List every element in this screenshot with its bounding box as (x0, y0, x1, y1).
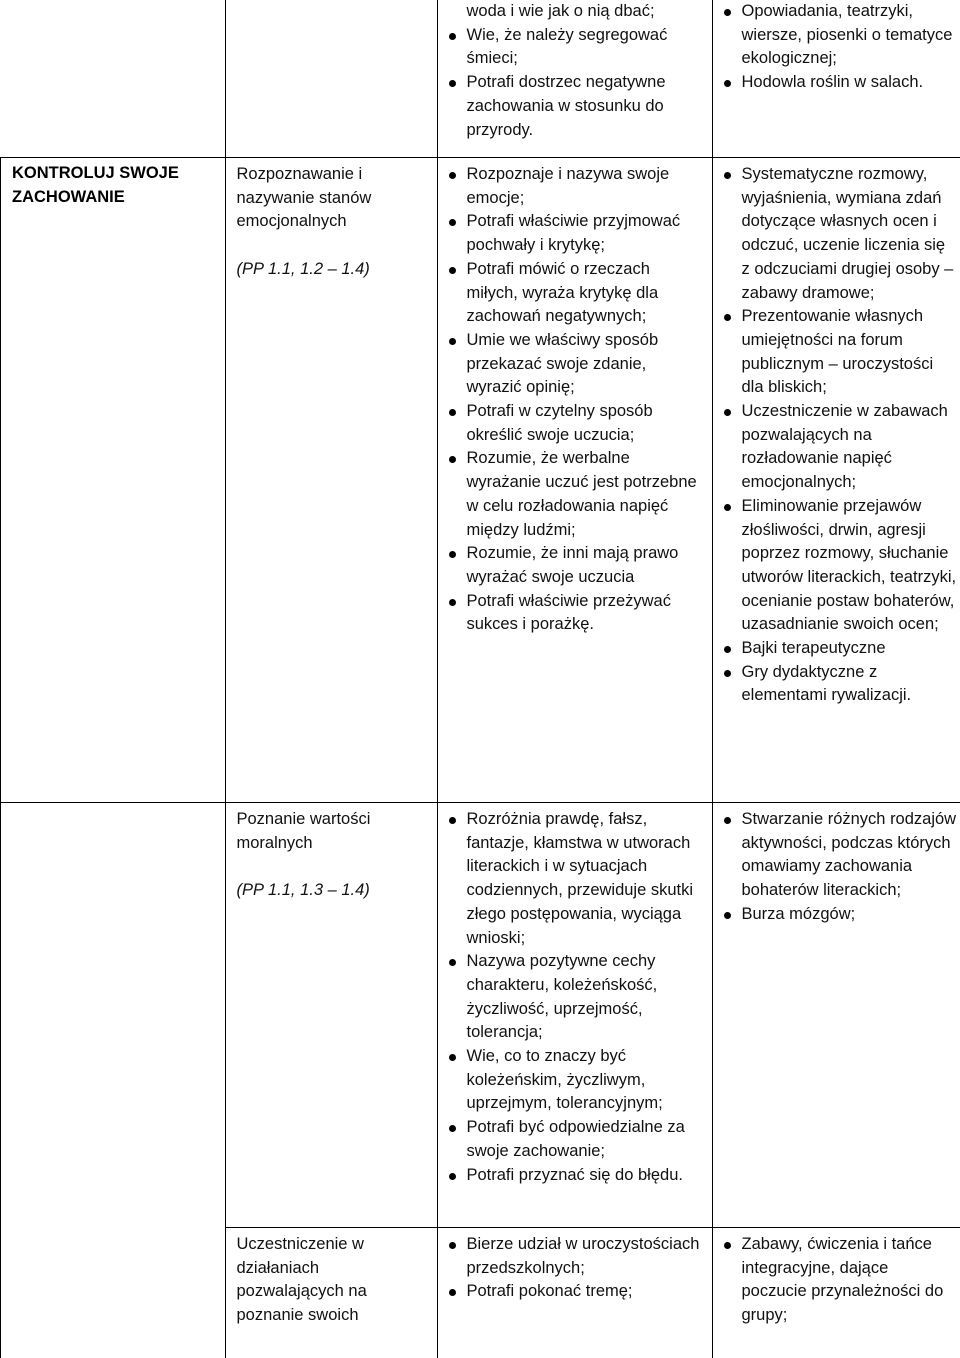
topic-title: Rozpoznawanie i nazywanie stanów emocjonalnych (237, 163, 429, 234)
category-cell (1, 0, 226, 158)
list-item: Burza mózgów; (742, 903, 958, 927)
topic-block (226, 1228, 437, 1328)
topic-cell (225, 803, 437, 1228)
topic-cell (225, 1228, 437, 1358)
list-item: Wie, że należy segregować śmieci; (467, 24, 706, 71)
list-item: Rozpoznaje i nazywa swoje emocje; (467, 163, 706, 210)
list-item: Potrafi przyznać się do błędu. (467, 1164, 706, 1188)
list-item: Eliminowanie przejawów złośliwości, drwin, agresji poprzez rozmowy, słuchanie utworów literackich, teatrzyki, ocenianie postaw bohaterów, uzasadnianie swoich ocen; (742, 495, 958, 637)
list-item: Potrafi być odpowiedzialne za swoje zachowanie; (467, 1116, 706, 1163)
methods-list (713, 158, 960, 716)
list-item: Opowiadania, teatrzyki, wiersze, piosenki o tematyce ekologicznej; (742, 0, 958, 71)
topic-reference: (PP 1.1, 1.3 – 1.4) (237, 879, 429, 903)
list-item: Potrafi właściwie przeżywać sukces i porażkę. (467, 590, 706, 637)
topic-title: Uczestniczenie w działaniach pozwalających na poznanie swoich (237, 1233, 429, 1328)
outcomes-list (438, 1228, 712, 1312)
category-cell (1, 803, 226, 1228)
list-item: Prezentowanie własnych umiejętności na forum publicznym – uroczystości dla bliskich; (742, 305, 958, 400)
outcomes-list (438, 803, 712, 1195)
list-item: Potrafi dostrzec negatywne zachowania w stosunku do przyrody. (467, 71, 706, 142)
table-row (1, 0, 960, 158)
list-item: Gry dydaktyczne z elementami rywalizacji. (742, 661, 958, 708)
topic-title: Poznanie wartości moralnych (237, 808, 429, 855)
list-item: Rozumie, że inni mają prawo wyrażać swoje uczucia (467, 542, 706, 589)
list-item: Uczestniczenie w zabawach pozwalających na rozładowanie napięć emocjonalnych; (742, 400, 958, 495)
topic-cell (225, 158, 437, 803)
category-label: KONTROLUJ SWOJE ZACHOWANIE (1, 158, 225, 209)
category-cell (1, 158, 226, 803)
table-row (1, 1228, 960, 1358)
table-row (1, 803, 960, 1228)
outcomes-cell (437, 158, 712, 803)
list-item: Rozróżnia prawdę, fałsz, fantazje, kłamstwa w utworach literackich i w sytuacjach codziennych, przewiduje skutki złego postępowania, wyciąga wnioski; (467, 808, 706, 950)
category-cell (1, 1228, 226, 1358)
list-item: Bierze udział w uroczystościach przedszkolnych; (467, 1233, 706, 1280)
methods-cell (712, 803, 960, 1228)
topic-block (226, 803, 437, 903)
list-item: Zabawy, ćwiczenia i tańce integracyjne, dające poczucie przynależności do grupy; (742, 1233, 958, 1328)
topic-reference: (PP 1.1, 1.2 – 1.4) (237, 258, 429, 282)
outcomes-cell (437, 1228, 712, 1358)
list-item: Potrafi w czytelny sposób określić swoje uczucia; (467, 400, 706, 447)
methods-list (713, 1228, 960, 1336)
list-item: Stwarzanie różnych rodzajów aktywności, podczas których omawiamy zachowania bohaterów literackich; (742, 808, 958, 903)
list-item: Potrafi mówić o rzeczach miłych, wyraża krytykę dla zachowań negatywnych; (467, 258, 706, 329)
list-item: Systematyczne rozmowy, wyjaśnienia, wymiana zdań dotyczące własnych ocen i odczuć, uczenie liczenia się z odczuciami drugiej osoby – zabawy dramowe; (742, 163, 958, 305)
list-item: Bajki terapeutyczne (742, 637, 958, 661)
list-item: Potrafi właściwie przyjmować pochwały i krytykę; (467, 210, 706, 257)
table-row (1, 158, 960, 803)
list-item: Umie we właściwy sposób przekazać swoje zdanie, wyrazić opinię; (467, 329, 706, 400)
list-item: Nazywa pozytywne cechy charakteru, koleżeńskość, życzliwość, uprzejmość, tolerancja; (467, 950, 706, 1045)
list-item: Rozumie, że werbalne wyrażanie uczuć jest potrzebne w celu rozładowania napięć między ludźmi; (467, 447, 706, 542)
list-item: woda i wie jak o nią dbać; (467, 0, 706, 24)
methods-cell (712, 0, 960, 158)
outcomes-list (438, 158, 712, 645)
outcomes-cell (437, 0, 712, 158)
list-item: Hodowla roślin w salach. (742, 71, 958, 95)
outcomes-list (438, 0, 712, 150)
methods-list (713, 803, 960, 935)
list-item: Wie, co to znaczy być koleżeńskim, życzliwym, uprzejmym, tolerancyjnym; (467, 1045, 706, 1116)
methods-cell (712, 158, 960, 803)
methods-cell (712, 1228, 960, 1358)
program-table-body (1, 0, 960, 1358)
methods-list (713, 0, 960, 103)
topic-cell (225, 0, 437, 158)
topic-block (226, 158, 437, 282)
list-item: Potrafi pokonać tremę; (467, 1280, 706, 1304)
outcomes-cell (437, 803, 712, 1228)
